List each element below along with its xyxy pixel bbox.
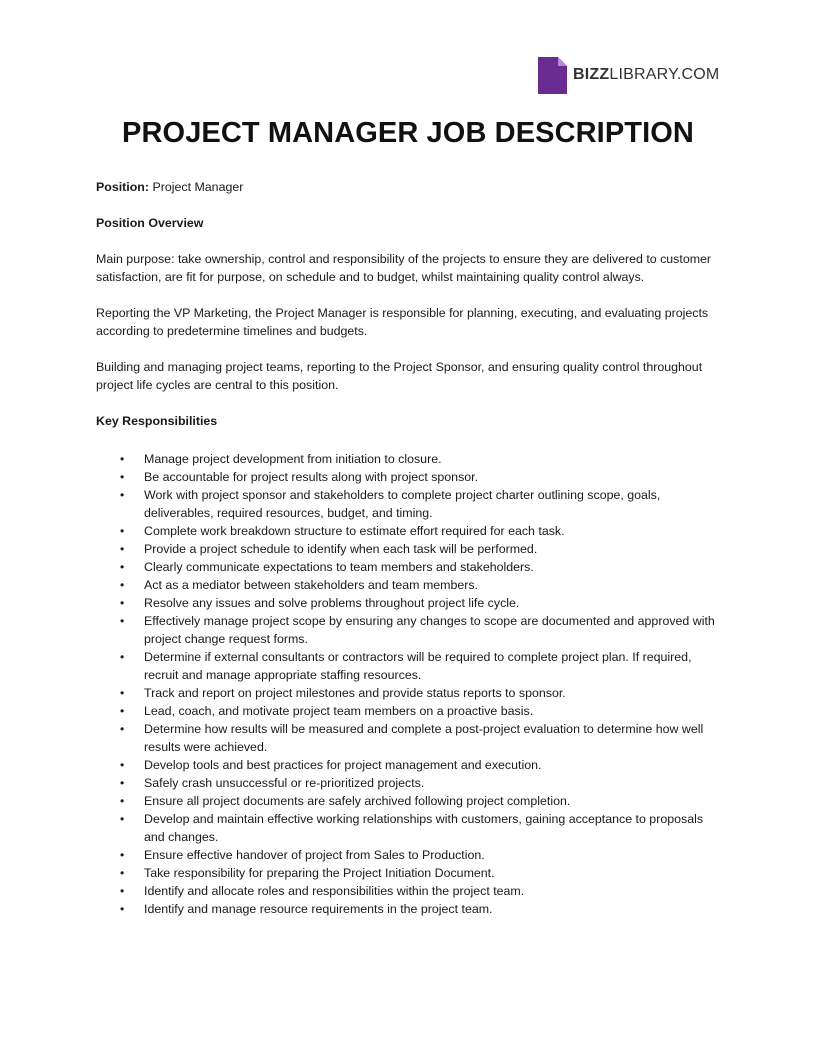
bullet-icon: •	[120, 776, 125, 790]
bullet-icon: •	[120, 452, 125, 466]
list-item	[96, 576, 718, 594]
logo-text	[573, 67, 719, 83]
list-item	[96, 594, 718, 612]
position-value: Project Manager	[152, 180, 244, 194]
logo-brand-bold: BIZZ	[573, 66, 610, 83]
key-responsibilities-heading: Key Responsibilities	[96, 414, 218, 428]
page-title: PROJECT MANAGER JOB DESCRIPTION	[122, 117, 694, 149]
list-item-text: Determine how results will be measured and complete a post-project evaluation to determine how well results were achieved.	[144, 722, 704, 754]
bullet-icon: •	[120, 542, 125, 556]
list-item	[96, 756, 718, 774]
bullet-icon: •	[120, 596, 125, 610]
bullet-icon: •	[120, 650, 125, 664]
list-item-text: Act as a mediator between stakeholders and team members.	[144, 578, 479, 592]
list-item-text: Lead, coach, and motivate project team members on a proactive basis.	[144, 704, 534, 718]
list-item	[96, 450, 718, 468]
list-item-text: Resolve any issues and solve problems throughout project life cycle.	[144, 596, 520, 610]
list-item-text: Ensure all project documents are safely archived following project completion.	[144, 794, 571, 808]
bullet-icon: •	[120, 866, 125, 880]
list-item-text: Complete work breakdown structure to estimate effort required for each task.	[144, 524, 565, 538]
list-item-text: Provide a project schedule to identify when each task will be performed.	[144, 542, 538, 556]
list-item-text: Develop and maintain effective working relationships with customers, gaining acceptance to proposals and changes.	[144, 812, 704, 844]
overview-paragraph: Reporting the VP Marketing, the Project Manager is responsible for planning, executing, and evaluating projects according to predetermine timelines and budgets.	[96, 306, 709, 338]
bullet-icon: •	[120, 578, 125, 592]
bullet-icon: •	[120, 704, 125, 718]
responsibilities-list	[96, 450, 718, 918]
list-item	[96, 468, 718, 486]
list-item-text: Work with project sponsor and stakeholders to complete project charter outlining scope, goals, deliverables, required resources, budget, and timing.	[144, 488, 661, 520]
list-item	[96, 540, 718, 558]
bullet-icon: •	[120, 812, 125, 826]
position-line	[96, 178, 718, 196]
bullet-icon: •	[120, 470, 125, 484]
list-item-text: Develop tools and best practices for project management and execution.	[144, 758, 542, 772]
position-label: Position	[96, 180, 145, 194]
position-colon: :	[144, 180, 150, 194]
list-item	[96, 558, 718, 576]
overview-paragraph: Main purpose: take ownership, control and responsibility of the projects to ensure they are delivered to customer satisfaction, are fit for purpose, on schedule and to budget, whilst maintaining quality control always.	[96, 252, 712, 284]
bullet-icon: •	[120, 686, 125, 700]
bullet-icon: •	[120, 524, 125, 538]
list-item	[96, 486, 718, 522]
list-item	[96, 900, 718, 918]
list-item	[96, 720, 718, 756]
bullet-icon: •	[120, 614, 125, 628]
list-item-text: Clearly communicate expectations to team members and stakeholders.	[144, 560, 534, 574]
list-item	[96, 864, 718, 882]
list-item-text: Ensure effective handover of project from Sales to Production.	[144, 848, 485, 862]
list-item	[96, 846, 718, 864]
document-logo-icon	[538, 57, 567, 94]
list-item	[96, 774, 718, 792]
bullet-icon: •	[120, 488, 125, 502]
list-item	[96, 522, 718, 540]
bullet-icon: •	[120, 560, 125, 574]
list-item	[96, 702, 718, 720]
list-item	[96, 810, 718, 846]
bizzlibrary-logo	[538, 56, 719, 94]
bullet-icon: •	[120, 758, 125, 772]
list-item-text: Determine if external consultants or contractors will be required to complete project plan. If required, recruit and manage appropriate staffing resources.	[144, 650, 692, 682]
list-item-text: Manage project development from initiation to closure.	[144, 452, 442, 466]
list-item	[96, 684, 718, 702]
position-overview-heading: Position Overview	[96, 216, 204, 230]
list-item-text: Track and report on project milestones and provide status reports to sponsor.	[144, 686, 566, 700]
list-item-text: Take responsibility for preparing the Project Initiation Document.	[144, 866, 495, 880]
list-item	[96, 792, 718, 810]
list-item-text: Be accountable for project results along with project sponsor.	[144, 470, 479, 484]
list-item-text: Identify and manage resource requirements in the project team.	[144, 902, 493, 916]
list-item-text: Effectively manage project scope by ensuring any changes to scope are documented and approved with project change request forms.	[144, 614, 715, 646]
list-item	[96, 612, 718, 648]
bullet-icon: •	[120, 794, 125, 808]
list-item	[96, 882, 718, 900]
list-item-text: Identify and allocate roles and responsibilities within the project team.	[144, 884, 525, 898]
logo-brand-light: LIBRARY.COM	[609, 66, 720, 83]
list-item-text: Safely crash unsuccessful or re-prioritized projects.	[144, 776, 425, 790]
overview-paragraph: Building and managing project teams, reporting to the Project Sponsor, and ensuring quality control throughout project life cycles are central to this position.	[96, 360, 703, 392]
list-item	[96, 648, 718, 684]
bullet-icon: •	[120, 884, 125, 898]
bullet-icon: •	[120, 722, 125, 736]
document-body	[96, 178, 718, 918]
bullet-icon: •	[120, 848, 125, 862]
bullet-icon: •	[120, 902, 125, 916]
